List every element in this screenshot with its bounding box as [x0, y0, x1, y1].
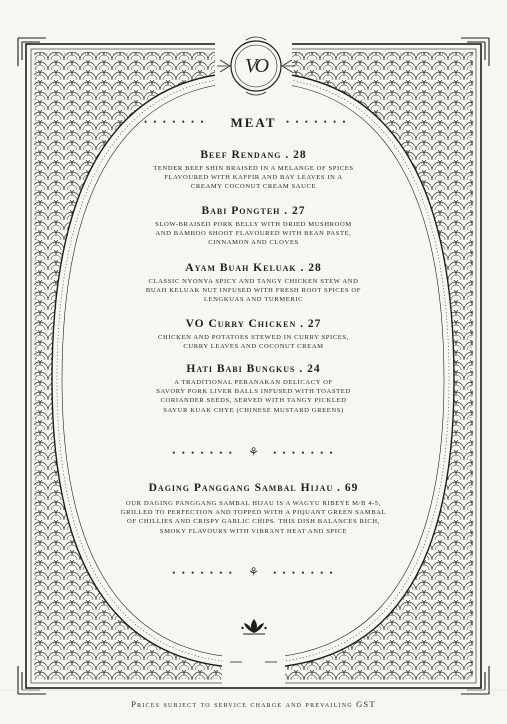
item-description: SLOW-BRAISED PORK BELLY WITH DRIED MUSHROOM AND BAMBOO SHOOT FLAVOURED WITH BEAN PASTE, CINNAMON AND CLOVES [155, 221, 352, 247]
divider-dots-left: • • • • • • • [172, 448, 234, 458]
fleur-ornament-icon: ⚘ [248, 445, 259, 459]
item-description: TENDER BEEF SHIN BRAISED IN A MELANGE OF SPICES FLAVOURED WITH KAFFIR AND BAY LEAVES IN A CREAMY COCONUT CREAM SAUCE [153, 165, 354, 191]
item-description: CLASSIC NYONYA SPICY AND TANGY CHICKEN STEW AND BUAH KELUAK NUT INFUSED WITH FRESH ROOT SPICES OF LENGKUAS AND TURMERIC [145, 278, 362, 304]
title-dots-right: • • • • • • • [286, 117, 348, 127]
menu-item [0, 148, 507, 192]
fleur-ornament-icon: ⚘ [248, 565, 259, 579]
section-title: MEAT [230, 115, 277, 130]
item-description: OUR DAGING PANGGANG SAMBAL HIJAU IS A WAGYU RIBEYE M/B 4-5, GRILLED TO PERFECTION AND TOPPED WITH A PIQUANT GREEN SAMBAL OF CHILLIES AND CRISPY GARLIC CHIPS. THIS DISH BALANCES RICH, SMOKY FLAVOURS WITH VIBRANT HEAT AND SPICE [120, 500, 387, 535]
menu-item [0, 317, 507, 351]
divider-dots-left: • • • • • • • [172, 568, 234, 578]
vo-monogram-logo: VO [244, 55, 268, 77]
menu-item [0, 362, 507, 415]
ornament-divider [0, 445, 507, 460]
divider-dots-right: • • • • • • • [273, 568, 335, 578]
item-name: VO Curry Chicken . 27 [185, 318, 322, 330]
item-name: Beef Rendang . 28 [200, 149, 307, 161]
lotus-icon [241, 617, 267, 637]
item-name: Hati Babi Bungkus . 24 [186, 363, 321, 375]
ornament-divider [0, 565, 507, 580]
title-dots-left: • • • • • • • [144, 117, 206, 127]
divider-dots-right: • • • • • • • [273, 448, 335, 458]
item-description: CHICKEN AND POTATOES STEWED IN CURRY SPICES, CURRY LEAVES AND COCONUT CREAM [158, 334, 349, 351]
footer-note: Prices subject to service charge and prevailing GST [131, 699, 376, 709]
item-name: Babi Pongteh . 27 [201, 205, 306, 217]
menu-item [0, 261, 507, 305]
item-name: Daging Panggang Sambal Hijau . 69 [148, 482, 359, 494]
special-item [0, 481, 507, 536]
menu-item [0, 204, 507, 248]
item-name: Ayam Buah Keluak . 28 [185, 262, 322, 274]
item-description: A TRADITIONAL PERANAKAN DELICACY OF SAVORY PORK LIVER BALLS INFUSED WITH TOASTED CORIANDER SEEDS, SERVED WITH TANGY PICKLED SAYUR KUAK CHYE (CHINESE MUSTARD GREENS) [156, 379, 351, 414]
